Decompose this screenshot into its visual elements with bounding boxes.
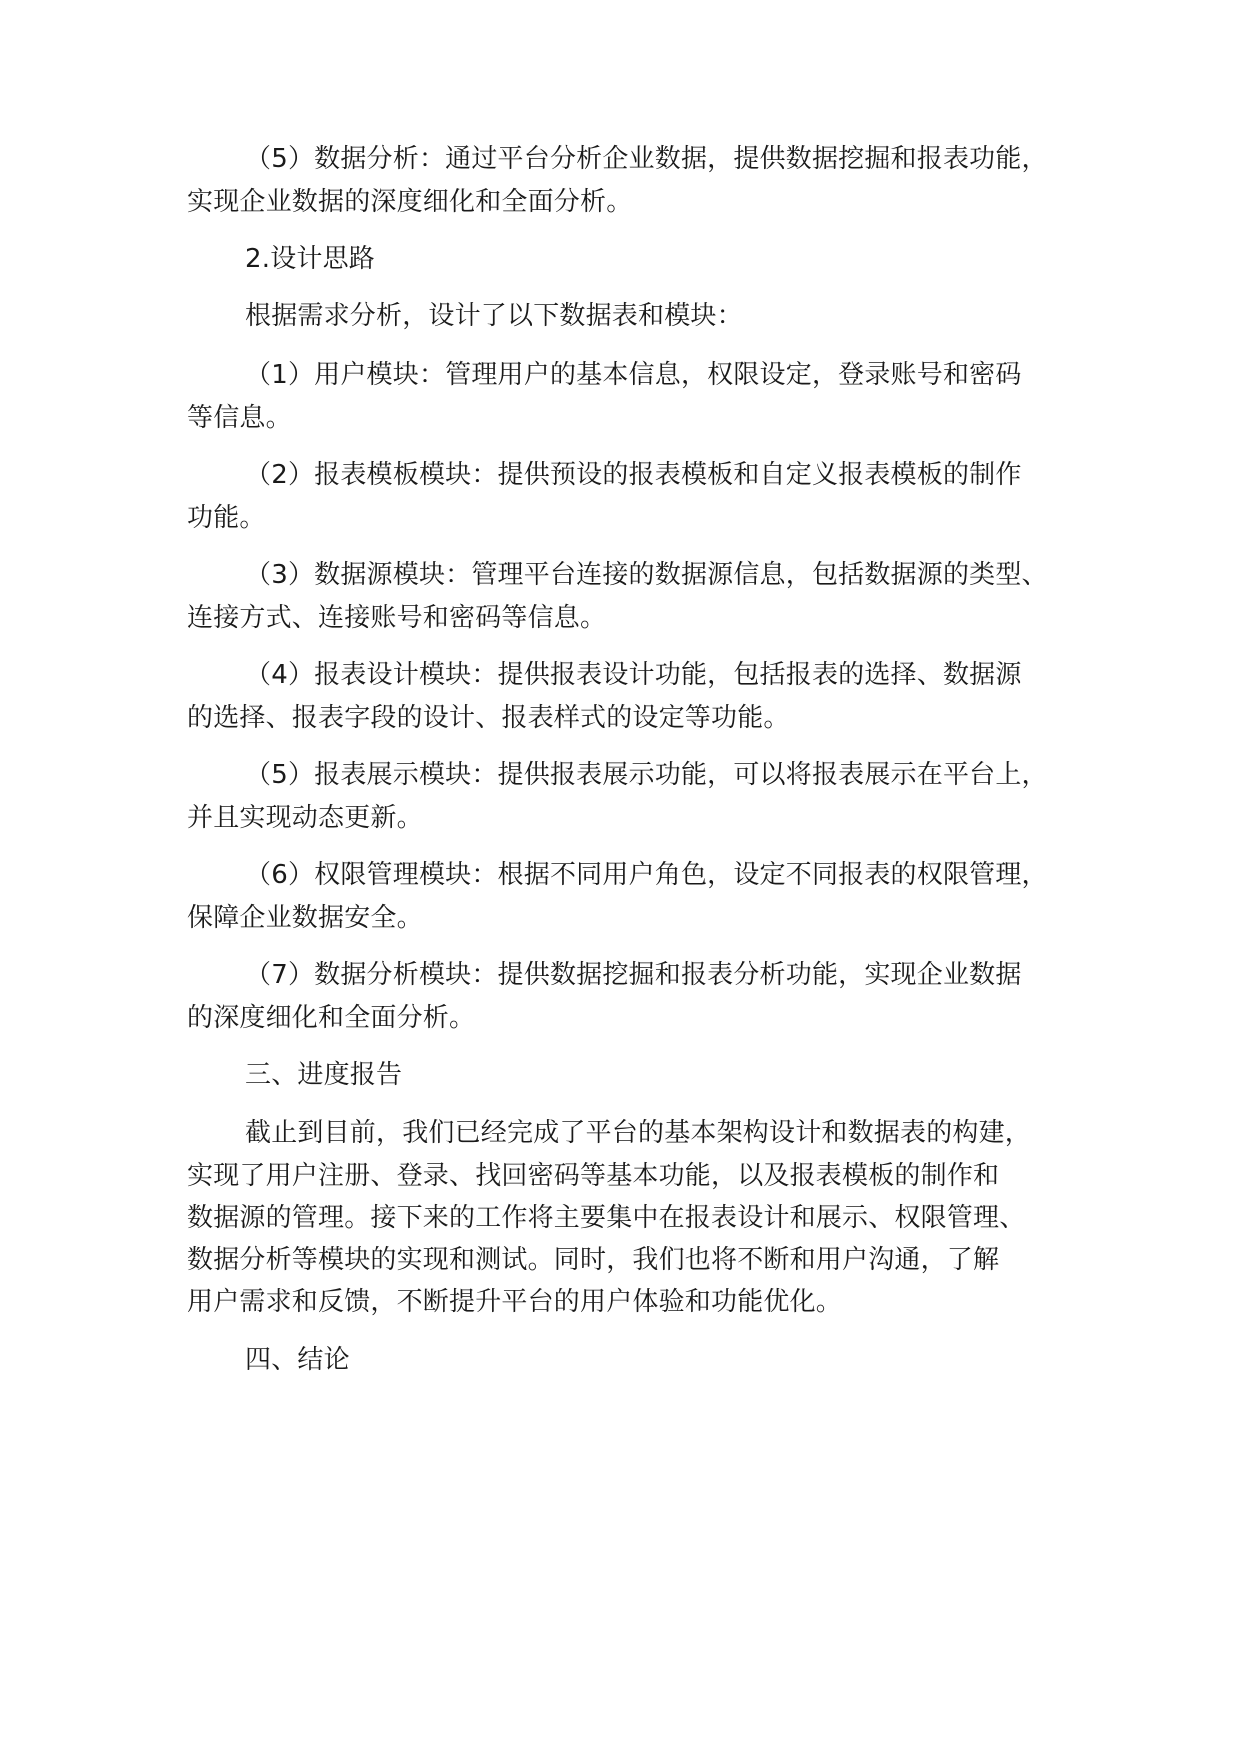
paragraph-line: 截止到目前，我们已经完成了平台的基本架构设计和数据表的构建，: [245, 1118, 1032, 1148]
section-heading: 三、进度报告: [245, 1060, 403, 1090]
paragraph-line: 实现企业数据的深度细化和全面分析。: [187, 187, 633, 217]
paragraph-line: 的深度细化和全面分析。: [187, 1003, 476, 1033]
paragraph-line: （2）报表模板模块：提供预设的报表模板和自定义报表模板的制作: [245, 460, 1022, 490]
paragraph-line: （4）报表设计模块：提供报表设计功能，包括报表的选择、数据源: [245, 660, 1022, 690]
section-heading: 2.设计思路: [245, 244, 376, 274]
paragraph-line: 的选择、报表字段的设计、报表样式的设定等功能。: [187, 703, 790, 733]
paragraph-line: 数据分析等模块的实现和测试。同时，我们也将不断和用户沟通，了解: [187, 1245, 1000, 1275]
paragraph-line: （7）数据分析模块：提供数据挖掘和报表分析功能，实现企业数据: [245, 960, 1022, 990]
paragraph-line: 用户需求和反馈，不断提升平台的用户体验和功能优化。: [187, 1287, 843, 1317]
paragraph-line: 并且实现动态更新。: [187, 803, 423, 833]
paragraph-line: 连接方式、连接账号和密码等信息。: [187, 603, 607, 633]
paragraph-line: 保障企业数据安全。: [187, 903, 423, 933]
paragraph-line: （6）权限管理模块：根据不同用户角色，设定不同报表的权限管理，: [245, 860, 1048, 890]
paragraph-line: （1）用户模块：管理用户的基本信息，权限设定，登录账号和密码: [245, 360, 1022, 390]
paragraph-line: 实现了用户注册、登录、找回密码等基本功能，以及报表模板的制作和: [187, 1161, 1000, 1191]
paragraph-line: 等信息。: [187, 403, 292, 433]
paragraph-line: （5）数据分析：通过平台分析企业数据，提供数据挖掘和报表功能，: [245, 144, 1048, 174]
paragraph-line: （5）报表展示模块：提供报表展示功能，可以将报表展示在平台上，: [245, 760, 1048, 790]
paragraph-line: 功能。: [187, 503, 266, 533]
paragraph-line: 根据需求分析，设计了以下数据表和模块：: [245, 301, 743, 331]
paragraph-line: （3）数据源模块：管理平台连接的数据源信息，包括数据源的类型、: [245, 560, 1048, 590]
section-heading: 四、结论: [245, 1345, 350, 1375]
paragraph-line: 数据源的管理。接下来的工作将主要集中在报表设计和展示、权限管理、: [187, 1203, 1026, 1233]
